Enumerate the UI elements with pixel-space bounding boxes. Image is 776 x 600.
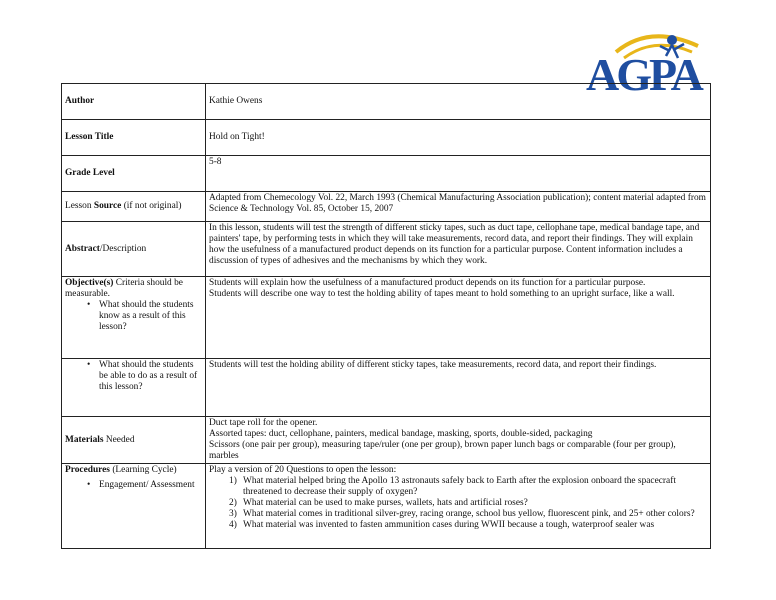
question-list [209,476,707,531]
lesson-title-value: Hold on Tight! [206,120,711,156]
abstract-bold: Abstract [65,243,100,254]
procedures-bold: Procedures [65,465,110,475]
objectives-do-value: Students will test the holding ability of different sticky tapes, take measurements, record data, and report their findings. [206,359,711,417]
author-value: Kathie Owens [206,84,711,120]
procedures-label [62,464,206,549]
objectives-do-label [62,359,206,417]
objectives-suffix: Criteria should be measurable. [65,278,183,299]
lesson-title-label: Lesson Title [62,120,206,156]
row-procedures [62,464,711,549]
materials-value [206,417,711,464]
author-label: Author [62,84,206,120]
engagement-bullet: • Engagement/ Assessment [87,480,195,490]
objectives-heading [65,278,202,300]
question-number: 1) [229,476,237,486]
row-abstract [62,222,711,277]
materials-label [62,417,206,464]
objectives-know-text: What should the students know as a result of this lesson? [99,300,194,332]
question-text: What material was invented to fasten ammunition cases during WWII because a tough, waterproof sealer was [243,520,655,530]
row-materials [62,417,711,464]
question-item [229,476,707,498]
procedures-heading [65,465,202,476]
materials-line-2: Assorted tapes: duct, cellophane, painters, medical bandage, masking, sports, double-sided, packaging [209,429,593,439]
objectives-know-bullet: • What should the students know as a result of this lesson? [87,300,194,332]
row-lesson-title [62,120,711,156]
objectives-value [206,277,711,359]
materials-line-3: Scissors (one pair per group), measuring tape/ruler (one per group), brown paper lunch bags or comparable (four per group), marbles [209,440,676,461]
question-number: 3) [229,509,237,519]
materials-line-1: Duct tape roll for the opener. [209,418,318,428]
objective-line-2: Students will describe one way to test the holding ability of tapes meant to hold something to an upright surface, like a wall. [209,289,675,299]
row-author [62,84,711,120]
objectives-bold: Objective(s) [65,278,114,288]
lesson-source-prefix: Lesson [65,201,94,211]
lesson-plan-table [61,83,711,549]
objectives-label [62,277,206,359]
abstract-label [62,222,206,277]
materials-bold: Materials [65,434,104,445]
row-objectives-do [62,359,711,417]
question-number: 2) [229,498,237,508]
row-grade-level [62,156,711,192]
grade-level-label: Grade Level [62,156,206,192]
abstract-value: In this lesson, students will test the strength of different sticky tapes, such as duct tape, cellophane tape, medical bandage tape, and painters' tape, by performing tests in which they will take measurements, record data, and report their findings. They will explain how the usefulness of a manufactured product depends on its function for a particular purpose. Content information includes a discussion of types of adhesives and the mechanisms by which they work. [206,222,711,277]
question-text: What material helped bring the Apollo 13 astronauts safely back to Earth after the explosion onboard the spacecraft threatened to decrease their supply of oxygen? [243,476,676,497]
question-item [229,520,707,531]
objectives-do-text: What should the students be able to do as a result of this lesson? [99,360,198,392]
objectives-do-bullet: • What should the students be able to do as a result of this lesson? [87,360,198,392]
procedures-intro: Play a version of 20 Questions to open the lesson: [209,465,397,475]
lesson-source-value: Adapted from Chemecology Vol. 22, March 1993 (Chemical Manufacturing Association publication); content material adapted from Science & Technology Vol. 85, October 15, 2007 [206,192,711,222]
procedures-suffix: (Learning Cycle) [109,465,177,475]
question-number: 4) [229,520,237,530]
question-item [229,498,707,509]
question-text: What material comes in traditional silver-grey, racing orange, school bus yellow, fluorescent pink, and 25+ other colors? [243,509,695,519]
question-text: What material can be used to make purses, wallets, hats and artificial roses? [243,498,528,508]
materials-suffix: Needed [103,434,135,445]
objective-line-1: Students will explain how the usefulness of a manufactured product depends on its function for a particular purpose. [209,278,646,288]
lesson-source-bold: Source [93,201,122,211]
grade-level-value: 5-8 [206,156,711,192]
lesson-source-suffix: (if not original) [121,201,182,211]
lesson-source-label [62,192,206,222]
row-objectives [62,277,711,359]
engagement-text: Engagement/ Assessment [99,480,195,490]
question-item [229,509,707,520]
row-lesson-source [62,192,711,222]
agpa-logo-text: AGPA [586,49,701,100]
procedures-value [206,464,711,549]
abstract-suffix: /Description [99,243,147,254]
